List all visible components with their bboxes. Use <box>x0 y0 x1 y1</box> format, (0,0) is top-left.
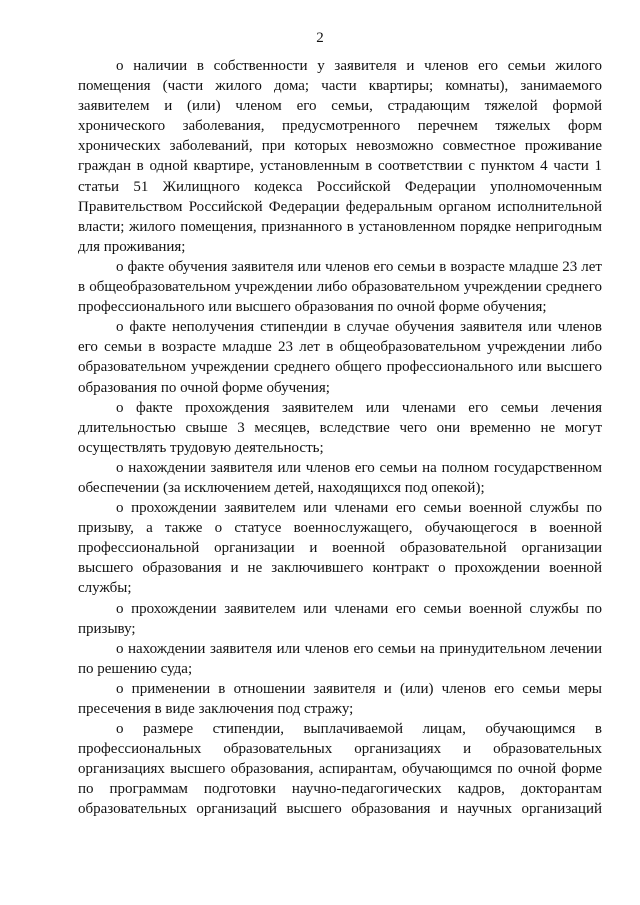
page-number: 2 <box>316 30 324 46</box>
paragraph-state-support: о нахождении заявителя или членов его семьи на полном государственном обеспечении (за исключением детей, находящихся под опекой); <box>78 459 602 496</box>
paragraph-custody: о применении в отношении заявителя и (или) членов его семьи меры пресечения в виде заключения под стражу; <box>78 680 602 717</box>
paragraph-stipend-amount: о размере стипендии, выплачиваемой лицам, обучающимся в профессиональных образовательных организациях и образовательных организациях высшего образования, аспирантам, обучающимся по очной форме по программам подготовки научно-педагогических кадров, докторантам образовательных организаций высшего образования и научных организаций <box>78 721 602 818</box>
paragraph-no-stipend: о факте неполучения стипендии в случае обучения заявителя или членов его семьи в возрасте младше 23 лет в общеобразовательном учреждении либо образовательном учреждении среднего общего профессионального или высшего образования по очной форме обучения; <box>78 319 602 396</box>
paragraph-medical-treatment: о факте прохождения заявителем или членами его семьи лечения длительностью свыше 3 месяцев, вследствие чего они временно не могут осуществлять трудовую деятельность; <box>78 399 602 456</box>
paragraph-housing-ownership: о наличии в собственности у заявителя и членов его семьи жилого помещения (части жилого дома; части квартиры; комнаты), занимаемого заявителем и (или) членом его семьи, страдающим тяжелой формой хронического заболевания, предусмотренного перечнем тяжелых форм хронических заболеваний, при которых невозможно совместное проживание граждан в одной квартире, установленным в соответствии с пунктом 4 части 1 статьи 51 Жилищного кодекса Российской Федерации уполномоченным Правительством Российской Федерации федеральным органом исполнительной власти; жилого помещения, признанного в установленном порядке непригодным для проживания; <box>78 58 602 255</box>
paragraph-compulsory-treatment: о нахождении заявителя или членов его семьи на принудительном лечении по решению суда; <box>78 640 602 677</box>
paragraph-military-conscription: о прохождении заявителем или членами его семьи военной службы по призыву; <box>78 600 602 637</box>
paragraph-education-fact: о факте обучения заявителя или членов его семьи в возрасте младше 23 лет в общеобразовательном учреждении либо образовательном учреждении среднего профессионального или высшего образования по очной форме обучения; <box>78 258 602 316</box>
paragraph-military-service-status: о прохождении заявителем или членами его семьи военной службы по призыву, а также о статусе военнослужащего, обучающегося в военной профессиональной организации и военной образовательной организации высшего образования и не заключившего контракт о прохождении военной службы; <box>78 500 602 597</box>
document-body <box>78 56 602 820</box>
